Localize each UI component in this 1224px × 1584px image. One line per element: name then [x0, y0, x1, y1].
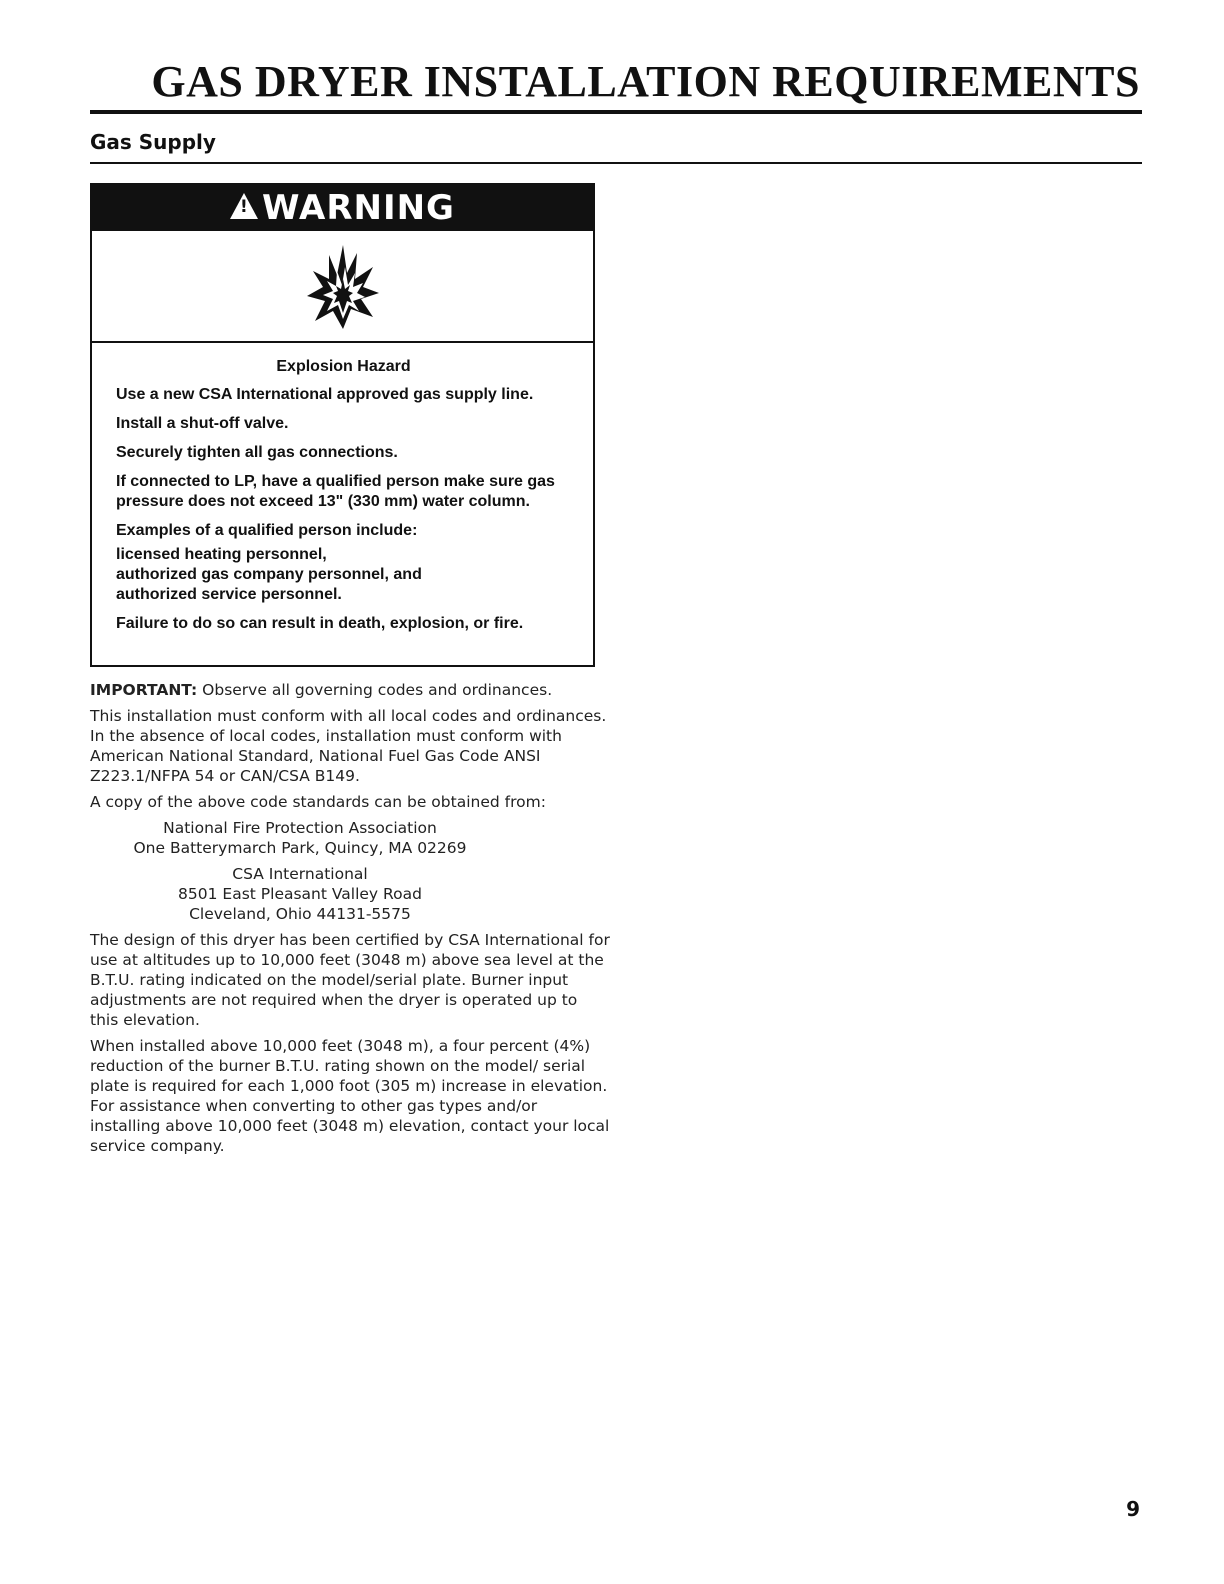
warning-line: Securely tighten all gas connections. [116, 444, 398, 461]
qualified-item: authorized service personnel. [116, 586, 342, 603]
warning-banner [92, 185, 593, 231]
codes-paragraph: This installation must conform with all local codes and ordinances. In the absence of local codes, installation must conform with American National Standard, National Fuel Gas Code ANSI Z223.1/NFPA 54 or CAN/CSA B149. [90, 707, 607, 785]
qualified-item: authorized gas company personnel, and [116, 566, 422, 583]
warning-box [90, 183, 595, 667]
warning-consequence: Failure to do so can result in death, explosion, or fire. [116, 615, 524, 632]
address-line: Cleveland, Ohio 44131-5575 [189, 905, 411, 923]
body-text [90, 680, 610, 1162]
address-line: One Batterymarch Park, Quincy, MA 02269 [133, 839, 467, 857]
qualified-intro: Examples of a qualified person include: [116, 522, 418, 539]
warning-body [92, 343, 593, 634]
copy-paragraph: A copy of the above code standards can be obtained from: [90, 793, 546, 811]
address-line: CSA International [232, 865, 368, 883]
warning-line: If connected to LP, have a qualified person make sure gas pressure does not exceed 13" (330 mm) water column. [116, 473, 555, 510]
important-label: IMPORTANT: [90, 681, 198, 699]
hazard-symbol-panel [92, 231, 593, 343]
warning-banner-label: WARNING [262, 188, 455, 228]
warning-line: Install a shut-off valve. [116, 415, 289, 432]
address-line: 8501 East Pleasant Valley Road [178, 885, 422, 903]
title-rule [90, 110, 1142, 114]
address-nfpa [90, 818, 510, 858]
section-rule [90, 162, 1142, 164]
address-csa [90, 864, 510, 924]
warning-line: Use a new CSA International approved gas supply line. [116, 386, 534, 403]
page-number: 9 [1126, 1497, 1140, 1521]
explosion-icon [303, 241, 383, 331]
important-paragraph [90, 680, 610, 700]
section-heading: Gas Supply [90, 130, 216, 154]
design-paragraph: The design of this dryer has been certified by CSA International for use at altitudes up to 10,000 feet (3048 m) above sea level at the B.T.U. rating indicated on the model/serial plate. Burner input adjustments are not required when the dryer is operated up to this elevation. [90, 931, 610, 1029]
important-text: Observe all governing codes and ordinances. [197, 681, 553, 699]
qualified-item: licensed heating personnel, [116, 546, 327, 563]
hazard-title: Explosion Hazard [276, 358, 411, 375]
qualified-list [116, 545, 571, 605]
altitude-paragraph: When installed above 10,000 feet (3048 m), a four percent (4%) reduction of the burner B.T.U. rating shown on the model/ serial plate is required for each 1,000 foot (305 m) increase in elevation. For assistance when converting to other gas types and/or installing above 10,000 feet (3048 m) elevation, contact your local service company. [90, 1037, 610, 1155]
warning-triangle-icon [230, 193, 258, 219]
page-title: GAS DRYER INSTALLATION REQUIREMENTS [151, 57, 1140, 106]
address-line: National Fire Protection Association [163, 819, 437, 837]
